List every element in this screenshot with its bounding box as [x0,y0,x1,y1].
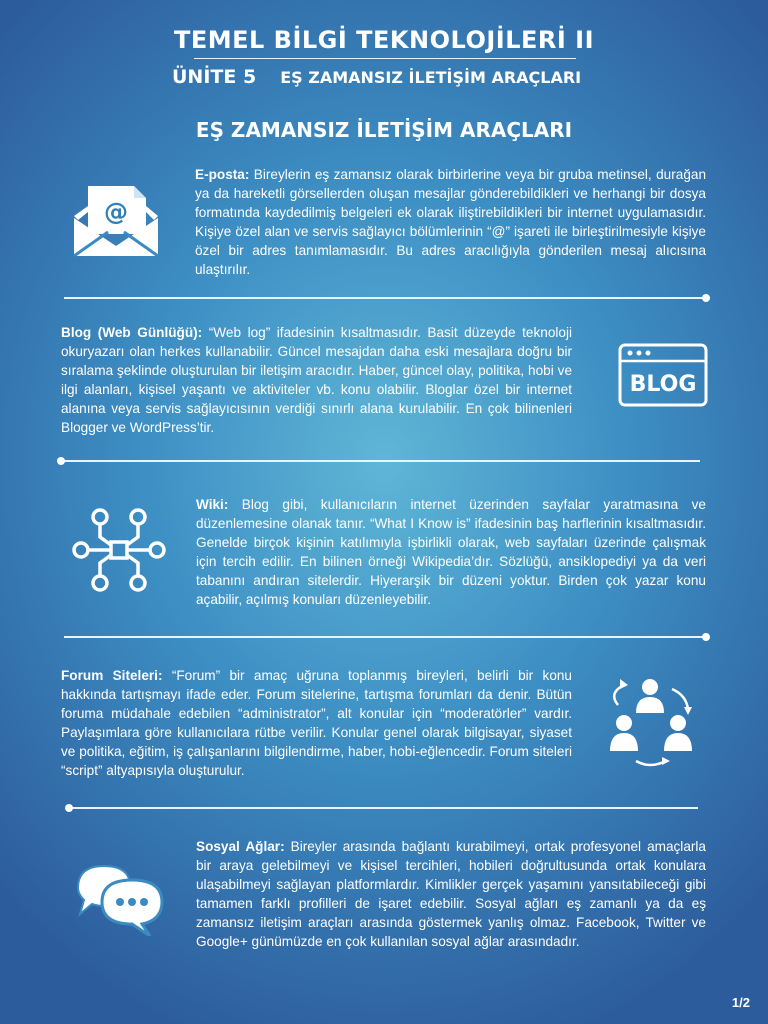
divider-2 [60,460,700,462]
divider-1-dot [702,294,710,302]
unit-title: EŞ ZAMANSIZ İLETİŞİM ARAÇLARI [280,68,582,87]
divider-1 [64,297,706,299]
svg-text:@: @ [104,198,128,226]
item-forum-term: Forum Siteleri: [61,668,163,683]
blog-icon [618,343,708,412]
item-blog-term: Blog (Web Günlüğü): [61,325,203,340]
unit-number: ÜNİTE 5 [172,66,257,88]
item-blog-text: “Web log” ifadesinin kısaltmasıdır. Basit düzeyde teknoloji okuryazarı olan herkes kullanabilir. Güncel mesajdan daha eski mesajlara doğru bir sıralama şeklinde oluşturulan bir iletişim aracıdır. Haber, güncel olay, politika, hobi ve ilgi alanları, kişisel yaşantı ve aktiviteler vb. konu olabilir. Bloglar özel bir internet alanına veya servis sağlayıcısının verdiği sınırlı alana kurulabilir. En çok bilinenleri Blogger ve WordPress’tir. [61,325,573,435]
divider-3 [64,636,706,638]
page-title: TEMEL BİLGİ TEKNOLOJİLERİ II [173,26,595,54]
item-social-term: Sosyal Ağlar: [196,839,285,854]
item-forum [61,666,572,780]
chat-bubbles-icon [72,862,168,941]
page-number: 1/2 [731,995,750,1010]
item-social-text: Bireyler arasında bağlantı kurabilmeyi, ortak profesyonel amaçlarla bir araya gelebilmeyi ve kişisel tercihleri, hobileri doğrultusunda ortak konulara ulaşabilmeyi sağlayan platformlardır. Kimlikler gerçek yaşamını yansıtabileceği gibi tamamen farklı profilleri de işaret edebilir. Sosyal ağları eş zamanlı ya da eş zamansız iletişim araçları arasında göstermek yanlış olmaz. Facebook, Twitter ve Google+ günümüzde en çok kullanılan sosyal ağlar arasındadır. [196,839,706,949]
divider-4 [68,807,698,809]
divider-3-dot [702,633,710,641]
item-wiki-term: Wiki: [196,497,229,512]
item-wiki-text: Blog gibi, kullanıcıların internet üzerinden sayfalar yaratmasına ve düzenlemesine olanak tanır. “What I Know is” ifadesinin baş harflerinin kısaltmasıdır. Genelde birçok kişinin katılımıyla işbirlikli olarak, web sayfaları üzerinde çalışmak için tercih edilir. En bilinen örneği Wikipedia’dır. Sözlüğü, ansiklopediyi ya da veri tabanını andıran sitelerdir. Hiyerarşik bir düzeni yoktur. Birden çok yazar konu açabilir, açılmış konuları düzenleyebilir. [196,497,706,607]
divider-4-dot [65,804,73,812]
section-title: EŞ ZAMANSIZ İLETİŞİM ARAÇLARI [195,118,573,142]
title-divider [194,58,576,59]
item-wiki [196,495,706,609]
item-email [195,165,706,279]
network-icon [72,507,166,598]
divider-2-dot [57,457,65,465]
item-social [196,837,706,951]
unit-line [172,66,581,88]
item-blog [61,323,572,437]
item-forum-text: “Forum” bir amaç uğruna toplanmış bireyleri, belirli bir konu hakkında tartışmayı ifade eder. Forum sitelerine, tartışma forumları da denir. Bütün foruma müdahale edebilen “administrator”, alt konular için “moderatörler” vardır. Paylaşımlara göre kullanıcılara rütbe verilir. Konular genel olarak bilgisayar, siyaset ve politika, eğitim, iş çalışanlarını bilgilendirme, haber, hobi-eğlencedir. Forum siteleri “script” altyapısıyla oluşturulur. [61,668,572,778]
blog-icon-label: BLOG [629,372,697,397]
email-icon [70,176,162,265]
users-cycle-icon [600,675,700,774]
item-email-term: E-posta: [195,167,250,182]
item-email-text: Bireylerin eş zamansız olarak birbirlerine veya bir gruba metinsel, durağan ya da hareketli görsellerden oluşan mesajlar gönderebildikleri ve herhangi bir dosya formatında kaydedilmiş belgeleri ek olarak iliştirebildikleri bir internet uygulamasıdır. Kişiye özel alan ve servis sağlayıcı bölümlerinin “@” işareti ile birleştirilmesiyle kişiye özel bir adres tanımlamasıdır. Bu adres aracılığıyla gönderilen mesaj alıcısına ulaştırılır. [195,167,707,277]
